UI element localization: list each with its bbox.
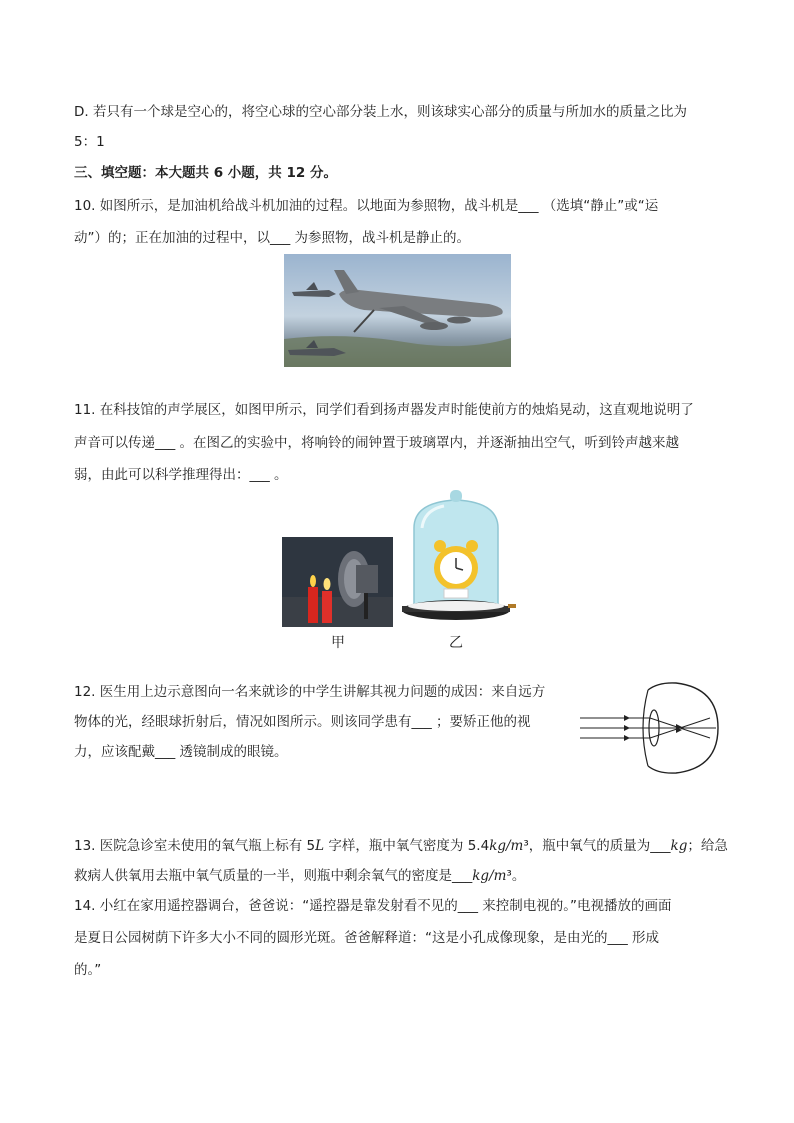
q13-line2-end: ³。	[506, 868, 526, 884]
question-13-line-2	[74, 866, 525, 886]
q13-text-a: 13. 医院急诊室未使用的氧气瓶上标有 5	[74, 838, 316, 854]
q13-unit-L: L	[315, 838, 325, 854]
caption-jia: 甲	[331, 635, 345, 651]
refueling-aircraft-image	[284, 254, 511, 367]
question-14-line-2: 是夏日公园树荫下许多大小不同的圆形光斑。爸爸解释道：“这是小孔成像现象，是由光的___ 形成	[74, 930, 660, 946]
bell-jar-alarm-clock-image	[400, 488, 516, 628]
q13-line2-unit: kg/m	[472, 868, 507, 884]
q13-line2-text: 救病人供氧用去瓶中氧气质量的一半，则瓶中剩余氧气的密度是___	[74, 868, 473, 884]
q13-unit-kg: kg	[670, 838, 688, 854]
caption-yi: 乙	[449, 635, 463, 651]
question-11-line-2: 声音可以传递___ 。在图乙的实验中，将响铃的闹钟置于玻璃罩内，并逐渐抽出空气，听到铃声越来越	[74, 435, 680, 451]
question-11-line-1: 11. 在科技馆的声学展区，如图甲所示，同学们看到扬声器发声时能使前方的烛焰晃动，这直观地说明了	[74, 402, 694, 418]
option-d-line-2: 5：1	[74, 134, 105, 150]
question-11-line-3: 弱，由此可以科学推理得出：___ 。	[74, 467, 288, 483]
q13-unit-density: kg/m	[489, 838, 524, 854]
q13-text-g: ；给急	[687, 838, 728, 854]
question-14-line-1: 14. 小红在家用遥控器调台，爸爸说：“遥控器是靠发射看不见的___ 来控制电视的。”电视播放的画面	[74, 898, 672, 914]
question-10-line-2: 动”）的；正在加油的过程中，以___ 为参照物，战斗机是静止的。	[74, 230, 471, 246]
question-14-line-3: 的。”	[74, 962, 102, 978]
option-d-line-1: D. 若只有一个球是空心的，将空心球的空心部分装上水，则该球实心部分的质量与所加水的质量之比为	[74, 104, 687, 120]
eye-diagram	[580, 680, 722, 776]
q13-text-e: ³，瓶中氧气的质量为___	[523, 838, 671, 854]
question-10-line-1: 10. 如图所示，是加油机给战斗机加油的过程。以地面为参照物，战斗机是___ （选填“静止”或“运	[74, 198, 659, 214]
question-12-line-2: 物体的光，经眼球折射后，情况如图所示。则该同学患有___ ；要矫正他的视	[74, 714, 531, 730]
question-13-line-1	[74, 836, 728, 856]
q13-text-c: 字样，瓶中氧气密度为 5.4	[324, 838, 490, 854]
speaker-candle-image	[282, 537, 393, 627]
question-12-line-1: 12. 医生用上边示意图向一名来就诊的中学生讲解其视力问题的成因：来自远方	[74, 684, 546, 700]
section-heading: 三、填空题：本大题共 6 小题，共 12 分。	[74, 165, 337, 181]
question-12-line-3: 力，应该配戴___ 透镜制成的眼镜。	[74, 744, 288, 760]
